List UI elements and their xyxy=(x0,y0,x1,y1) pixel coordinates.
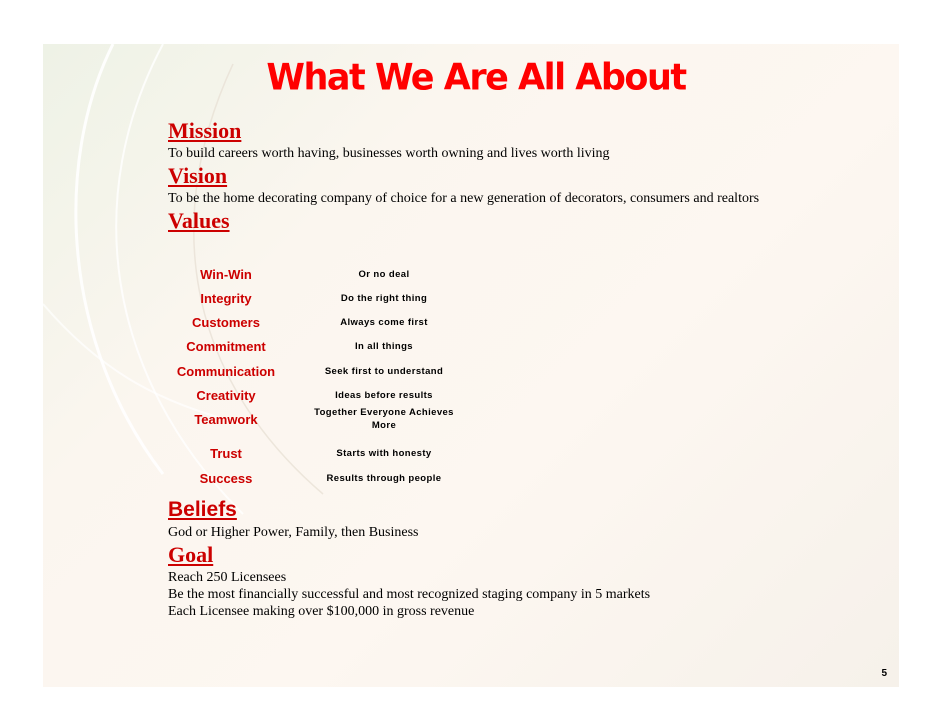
beliefs-heading: Beliefs xyxy=(168,498,237,521)
value-description: Starts with honesty xyxy=(336,448,432,459)
value-description: In all things xyxy=(355,341,413,352)
vision-heading: Vision xyxy=(168,163,228,188)
value-description: Or no deal xyxy=(358,269,410,280)
value-description: Seek first to understand xyxy=(324,366,444,377)
value-name: Success xyxy=(199,471,253,486)
beliefs-text: God or Higher Power, Family, then Business xyxy=(168,525,419,540)
goal-line: Be the most financially successful and most recognized staging company in 5 markets xyxy=(168,587,651,602)
value-description: Always come first xyxy=(340,317,428,328)
values-heading: Values xyxy=(168,208,230,233)
page-number: 5 xyxy=(881,668,887,679)
mission-heading: Mission xyxy=(168,118,242,143)
goal-line: Each Licensee making over $100,000 in gross revenue xyxy=(168,604,475,619)
goal-line: Reach 250 Licensees xyxy=(168,570,287,585)
value-name: Commitment xyxy=(186,339,266,354)
value-description: Together Everyone Achieves More xyxy=(314,407,454,431)
value-description: Results through people xyxy=(326,473,442,484)
value-name: Customers xyxy=(192,315,260,330)
value-name: Creativity xyxy=(196,388,256,403)
vision-text: To be the home decorating company of choice for a new generation of decorators, consumers and realtors xyxy=(168,191,760,206)
value-description: Do the right thing xyxy=(340,293,428,304)
value-description: Ideas before results xyxy=(335,390,433,401)
value-name: Win-Win xyxy=(200,267,252,282)
value-name: Integrity xyxy=(200,291,252,306)
mission-text: To build careers worth having, businesses worth owning and lives worth living xyxy=(168,146,610,161)
value-name: Teamwork xyxy=(194,412,258,427)
value-name: Communication xyxy=(176,364,276,379)
goal-heading: Goal xyxy=(168,542,214,567)
value-name: Trust xyxy=(210,446,242,461)
slide xyxy=(43,44,899,687)
page-title: What We Are All About xyxy=(266,57,686,99)
